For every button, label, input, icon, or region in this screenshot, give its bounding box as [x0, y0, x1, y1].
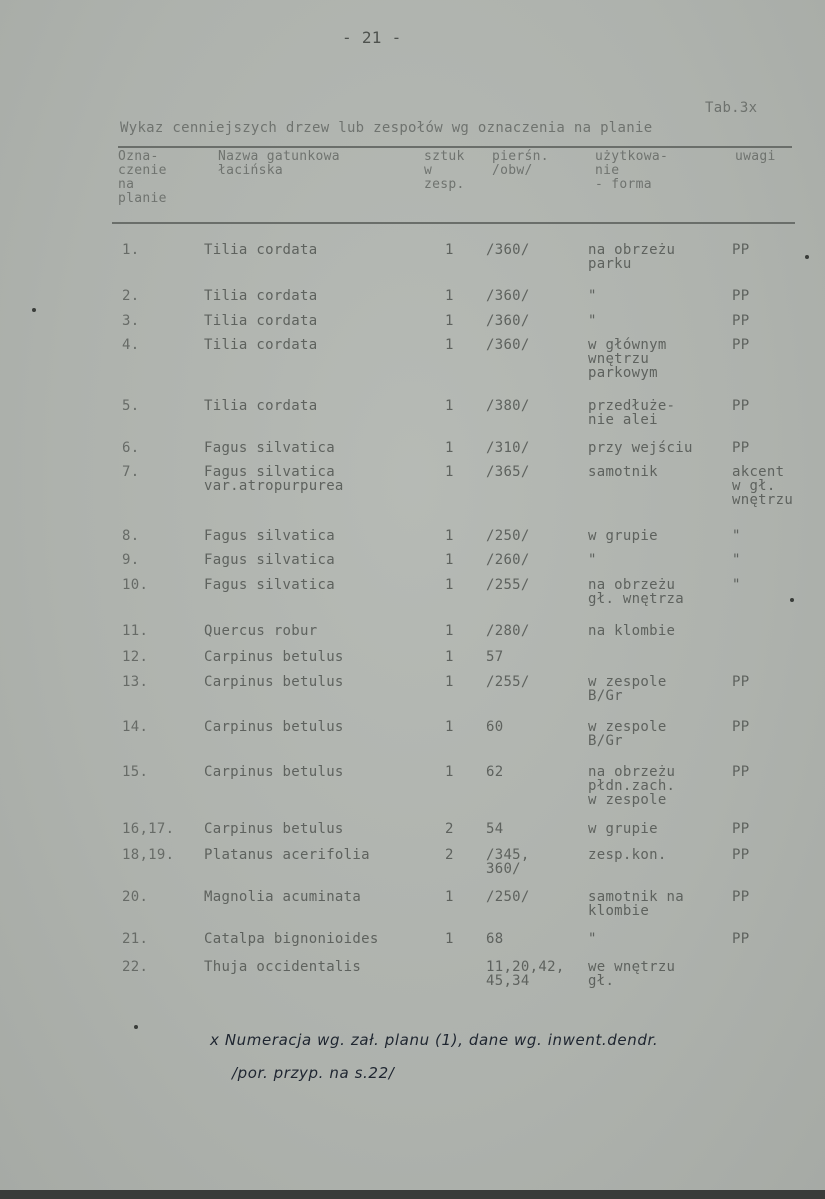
cell-uzytkowanie: samotnik na klombie [588, 889, 685, 919]
cell-piersn: 62 [486, 764, 504, 780]
header-oznaczenie: Ozna- czenie na planie [118, 149, 167, 206]
cell-sztuk: 1 [445, 313, 454, 329]
cell-uzytkowanie: w zespole B/Gr [588, 674, 667, 704]
table-title: Wykaz cenniejszych drzew lub zespołów wg oznaczenia na planie [120, 120, 653, 136]
cell-sztuk: 2 [445, 821, 454, 837]
cell-nazwa: Tilia cordata [204, 242, 318, 258]
cell-oznaczenie: 8. [122, 528, 140, 544]
footnote-line-2: /por. przyp. na s.22/ [232, 1064, 395, 1082]
cell-nazwa: Carpinus betulus [204, 821, 344, 837]
header-top-rule [118, 146, 792, 148]
cell-uzytkowanie: na obrzeżu gł. wnętrza [588, 577, 685, 607]
cell-nazwa: Tilia cordata [204, 313, 318, 329]
cell-piersn: /360/ [486, 288, 530, 304]
cell-sztuk: 1 [445, 337, 454, 353]
cell-oznaczenie: 18,19. [122, 847, 175, 863]
page-number: - 21 - [342, 28, 402, 47]
cell-sztuk: 1 [445, 552, 454, 568]
header-uwagi: uwagi [735, 149, 776, 164]
cell-sztuk: 1 [445, 440, 454, 456]
cell-uwagi: PP [732, 313, 750, 329]
cell-uzytkowanie: " [588, 288, 597, 304]
cell-nazwa: Fagus silvatica var.atropurpurea [204, 464, 344, 494]
cell-nazwa: Carpinus betulus [204, 649, 344, 665]
cell-uwagi: " [732, 577, 741, 593]
cell-uwagi: akcent w gł. wnętrzu [732, 464, 794, 508]
cell-nazwa: Carpinus betulus [204, 674, 344, 690]
cell-uwagi: " [732, 552, 741, 568]
cell-piersn: /310/ [486, 440, 530, 456]
cell-piersn: /360/ [486, 242, 530, 258]
cell-sztuk: 1 [445, 649, 454, 665]
cell-uzytkowanie: w grupie [588, 821, 658, 837]
cell-uzytkowanie: w zespole B/Gr [588, 719, 667, 749]
cell-oznaczenie: 5. [122, 398, 140, 414]
cell-sztuk: 1 [445, 528, 454, 544]
cell-oznaczenie: 15. [122, 764, 149, 780]
cell-oznaczenie: 12. [122, 649, 149, 665]
cell-sztuk: 1 [445, 623, 454, 639]
cell-nazwa: Quercus robur [204, 623, 318, 639]
cell-oznaczenie: 9. [122, 552, 140, 568]
cell-oznaczenie: 2. [122, 288, 140, 304]
cell-uzytkowanie: we wnętrzu gł. [588, 959, 676, 989]
cell-nazwa: Magnolia acuminata [204, 889, 362, 905]
cell-oznaczenie: 4. [122, 337, 140, 353]
cell-oznaczenie: 22. [122, 959, 149, 975]
cell-piersn: /255/ [486, 674, 530, 690]
cell-sztuk: 2 [445, 847, 454, 863]
cell-uzytkowanie: w grupie [588, 528, 658, 544]
cell-sztuk: 1 [445, 719, 454, 735]
cell-piersn: 57 [486, 649, 504, 665]
cell-sztuk: 1 [445, 764, 454, 780]
cell-nazwa: Carpinus betulus [204, 719, 344, 735]
cell-nazwa: Platanus acerifolia [204, 847, 370, 863]
cell-oznaczenie: 20. [122, 889, 149, 905]
cell-uwagi: PP [732, 288, 750, 304]
cell-uzytkowanie: przedłuże- nie alei [588, 398, 676, 428]
cell-piersn: /260/ [486, 552, 530, 568]
cell-uzytkowanie: " [588, 313, 597, 329]
scan-speck [805, 255, 809, 259]
cell-uwagi: PP [732, 242, 750, 258]
cell-oznaczenie: 16,17. [122, 821, 175, 837]
cell-oznaczenie: 6. [122, 440, 140, 456]
cell-oznaczenie: 1. [122, 242, 140, 258]
cell-piersn: /345, 360/ [486, 847, 530, 877]
cell-piersn: /360/ [486, 313, 530, 329]
cell-nazwa: Fagus silvatica [204, 552, 335, 568]
cell-uzytkowanie: na obrzeżu płdn.zach. w zespole [588, 764, 676, 808]
cell-piersn: /360/ [486, 337, 530, 353]
cell-piersn: /255/ [486, 577, 530, 593]
header-sztuk: sztuk w zesp. [424, 149, 465, 192]
cell-piersn: /280/ [486, 623, 530, 639]
cell-uwagi: PP [732, 889, 750, 905]
cell-nazwa: Tilia cordata [204, 288, 318, 304]
cell-oznaczenie: 11. [122, 623, 149, 639]
header-bottom-rule [112, 222, 795, 224]
cell-nazwa: Fagus silvatica [204, 528, 335, 544]
cell-nazwa: Fagus silvatica [204, 577, 335, 593]
cell-uzytkowanie: zesp.kon. [588, 847, 667, 863]
cell-piersn: /250/ [486, 889, 530, 905]
cell-uwagi: PP [732, 931, 750, 947]
cell-nazwa: Catalpa bignonioides [204, 931, 379, 947]
cell-uwagi: " [732, 528, 741, 544]
cell-oznaczenie: 21. [122, 931, 149, 947]
cell-piersn: 68 [486, 931, 504, 947]
cell-uzytkowanie: na obrzeżu parku [588, 242, 676, 272]
cell-oznaczenie: 7. [122, 464, 140, 480]
cell-uwagi: PP [732, 337, 750, 353]
cell-uzytkowanie: w głównym wnętrzu parkowym [588, 337, 667, 381]
cell-piersn: /250/ [486, 528, 530, 544]
cell-uzytkowanie: " [588, 552, 597, 568]
cell-piersn: 11,20,42, 45,34 [486, 959, 565, 989]
cell-oznaczenie: 10. [122, 577, 149, 593]
header-uzytkowanie: użytkowa- nie - forma [595, 149, 669, 192]
cell-uwagi: PP [732, 674, 750, 690]
cell-nazwa: Fagus silvatica [204, 440, 335, 456]
cell-oznaczenie: 14. [122, 719, 149, 735]
cell-sztuk: 1 [445, 288, 454, 304]
cell-oznaczenie: 3. [122, 313, 140, 329]
table-label: Tab.3x [705, 100, 758, 116]
cell-piersn: /380/ [486, 398, 530, 414]
cell-sztuk: 1 [445, 398, 454, 414]
cell-oznaczenie: 13. [122, 674, 149, 690]
cell-uwagi: PP [732, 440, 750, 456]
cell-piersn: /365/ [486, 464, 530, 480]
cell-uwagi: PP [732, 821, 750, 837]
cell-uwagi: PP [732, 764, 750, 780]
scan-bottom-edge [0, 1190, 825, 1199]
cell-piersn: 54 [486, 821, 504, 837]
cell-uwagi: PP [732, 719, 750, 735]
scan-speck [134, 1025, 138, 1029]
cell-nazwa: Thuja occidentalis [204, 959, 362, 975]
cell-nazwa: Tilia cordata [204, 337, 318, 353]
cell-sztuk: 1 [445, 464, 454, 480]
cell-nazwa: Carpinus betulus [204, 764, 344, 780]
cell-uzytkowanie: przy wejściu [588, 440, 693, 456]
cell-nazwa: Tilia cordata [204, 398, 318, 414]
cell-sztuk: 1 [445, 674, 454, 690]
cell-sztuk: 1 [445, 931, 454, 947]
cell-uzytkowanie: na klombie [588, 623, 676, 639]
cell-uwagi: PP [732, 398, 750, 414]
cell-sztuk: 1 [445, 889, 454, 905]
cell-sztuk: 1 [445, 577, 454, 593]
cell-sztuk: 1 [445, 242, 454, 258]
footnote-line-1: x Numeracja wg. zał. planu (1), dane wg. inwent.dendr. [210, 1031, 659, 1049]
scan-speck [790, 598, 794, 602]
scan-speck [32, 308, 36, 312]
header-piersn: pierśn. /obw/ [492, 149, 549, 178]
cell-uwagi: PP [732, 847, 750, 863]
cell-uzytkowanie: " [588, 931, 597, 947]
header-nazwa: Nazwa gatunkowa łacińska [218, 149, 340, 178]
cell-piersn: 60 [486, 719, 504, 735]
cell-uzytkowanie: samotnik [588, 464, 658, 480]
